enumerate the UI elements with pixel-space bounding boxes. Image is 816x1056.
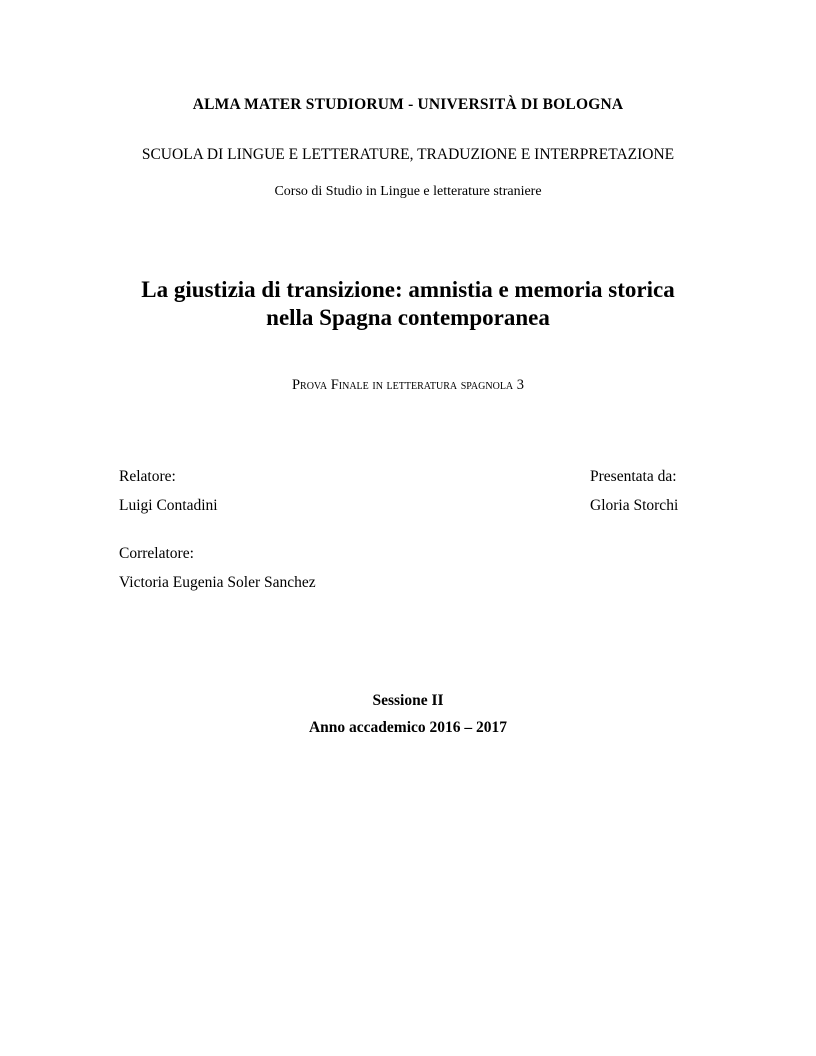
- university-name: ALMA MATER STUDIORUM - UNIVERSITÀ DI BOLOGNA: [192, 96, 624, 113]
- presentata-name: Gloria Storchi: [590, 497, 679, 514]
- correlatore-label: Correlatore:: [119, 545, 194, 562]
- presentata-label: Presentata da:: [590, 468, 677, 485]
- correlatore-name: Victoria Eugenia Soler Sanchez: [119, 574, 316, 591]
- relatore-label: Relatore:: [119, 468, 176, 485]
- course-name: Corso di Studio in Lingue e letterature straniere: [274, 184, 542, 199]
- session: Sessione II: [372, 692, 444, 709]
- school-name: SCUOLA DI LINGUE E LETTERATURE, TRADUZIONE E INTERPRETAZIONE: [141, 146, 675, 163]
- thesis-subtitle: Prova Finale in letteratura spagnola 3: [291, 377, 525, 393]
- thesis-title-line-1: La giustizia di transizione: amnistia e memoria storica: [141, 277, 675, 302]
- thesis-title-line-2: nella Spagna contemporanea: [266, 305, 550, 330]
- academic-year: Anno accademico 2016 – 2017: [308, 719, 508, 736]
- relatore-name: Luigi Contadini: [119, 497, 218, 514]
- thesis-title: [0, 276, 816, 332]
